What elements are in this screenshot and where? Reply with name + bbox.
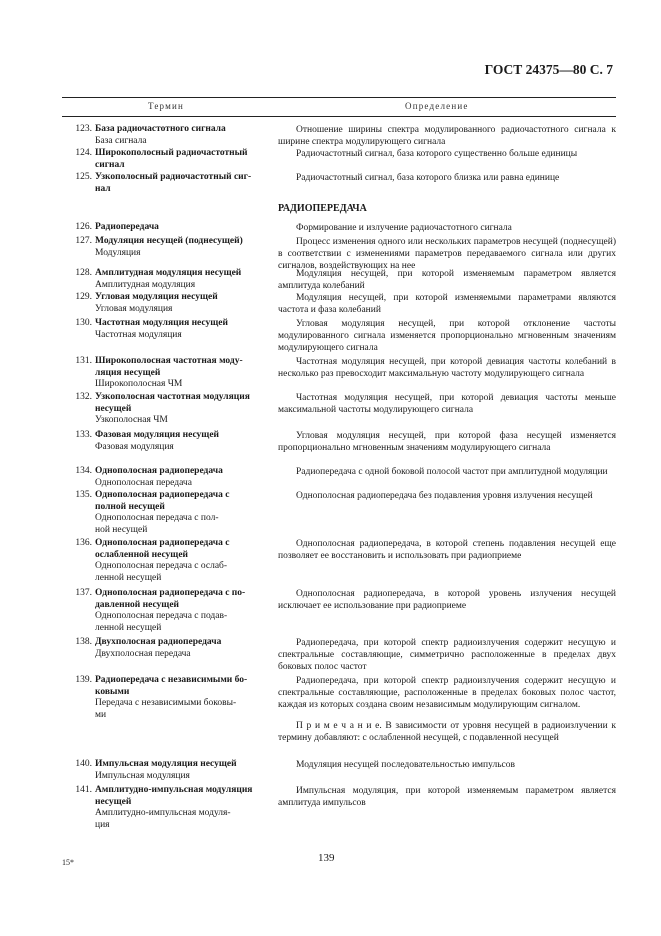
term-short-form: Передача с независимыми боковы- (95, 698, 237, 708)
term-name-line (62, 160, 262, 172)
term-cell (62, 292, 262, 315)
term-name-text: Модуляция несущей (поднесущей) (95, 236, 243, 246)
term-number: 125. (75, 172, 92, 182)
definition-cell: Угловая модуляция несущей, при которой фаза несущей изменяется пропорционально мгновенным значениям модулирующего сигнала (278, 431, 616, 453)
term-name-line (62, 675, 262, 687)
page-header: ГОСТ 24375—80 С. 7 (484, 62, 613, 77)
term-short-form: Узкополосная ЧМ (95, 415, 168, 425)
term-name-text: Однополосная радиопередача с по- (95, 588, 246, 598)
term-cell (62, 785, 262, 831)
definition-cell: Процесс изменения одного или нескольких параметров несущей (поднесущей) в соответствии с изменениями параметров передаваемого сигнала или других сигналов, воздействующих на нее (278, 237, 616, 271)
term-short-form: Однополосная передача (95, 477, 192, 488)
definition-cell: Модуляция несущей, при которой изменяемым параметром является амплитуда колебаний (278, 269, 616, 291)
term-name-text: Узкополосная частотная модуляция (95, 392, 250, 402)
term-number: 129. (75, 292, 92, 302)
term-name-line (62, 687, 262, 699)
term-cell (62, 588, 262, 634)
definition-cell: Однополосная радиопередача без подавления уровня излучения несущей (296, 491, 593, 501)
term-cell (62, 538, 262, 584)
term-name-line (62, 148, 262, 160)
term-short-form: Угловая модуляция (95, 303, 173, 314)
definition-cell: Частотная модуляция несущей, при которой девиация частоты колебаний в несколько раз превосходит максимальную частоту модулирующего сигнала (278, 357, 616, 379)
term-cell (62, 637, 262, 660)
section-title: РАДИОПЕРЕДАЧА (278, 203, 367, 214)
term-name-text: несущей (95, 796, 132, 807)
note (278, 720, 616, 744)
definition-cell: Радиопередача, при которой спектр радиоизлучения содержит несущую и спектральные составляющие, симметрично расположенные в пределах двух боковых полос частот (278, 638, 616, 672)
definition-cell: Радиопередача с одной боковой полосой частот при амплитудной модуляции (296, 467, 608, 477)
term-cell (62, 148, 262, 171)
term-name-text: Широкополосный радиочастотный (95, 148, 248, 158)
definition-cell: Однополосная радиопередача, в которой уровень излучения несущей исключает ее использование при радиоприеме (278, 589, 616, 611)
term-name-line (62, 404, 262, 416)
term-name-text: База радиочастотного сигнала (95, 124, 226, 134)
term-name-text: Фазовая модуляция несущей (95, 430, 220, 440)
term-name-line (62, 222, 262, 234)
term-name-text: Однополосная радиопередача (95, 466, 223, 476)
term-name-line (62, 490, 262, 502)
term-name-line (62, 356, 262, 368)
term-name-text: Импульсная модуляция несущей (95, 759, 237, 769)
term-name-text: Узкополосный радиочастотный сиг- (95, 172, 252, 182)
term-cell (62, 172, 262, 195)
term-name-line (62, 236, 262, 248)
term-name-text: полной несущей (95, 501, 165, 512)
term-name-text: Амплитудно-импульсная модуляция (95, 785, 253, 795)
term-cell (62, 675, 262, 721)
term-name-text: Угловая модуляция несущей (95, 292, 218, 302)
term-cell (62, 356, 262, 391)
term-cell (62, 759, 262, 782)
term-name-line (62, 268, 262, 280)
definition-cell: Частотная модуляция несущей, при которой девиация частоты меньше максимальной частоты модулирующего сигнала (278, 393, 616, 415)
term-short-form: Однополосная передача с подав- (95, 611, 228, 621)
term-number: 130. (75, 318, 92, 328)
term-name-line (62, 466, 262, 478)
term-name-text: ковыми (95, 686, 130, 697)
definition-cell: Радиочастотный сигнал, база которого близка или равна единице (296, 173, 560, 183)
term-name-text: Частотная модуляция несущей (95, 318, 228, 328)
page-number: 139 (318, 852, 335, 864)
term-name-text: ляция несущей (95, 367, 161, 378)
definition-cell: Радиочастотный сигнал, база которого существенно больше единицы (296, 149, 578, 159)
definition-cell: Формирование и излучение радиочастотного сигнала (296, 223, 512, 233)
term-number: 139. (75, 675, 92, 685)
term-short-form: Амплитудная модуляция (95, 279, 196, 290)
term-cell (62, 392, 262, 427)
term-name-text: несущей (95, 403, 132, 414)
term-short-form: Частотная модуляция (95, 329, 182, 340)
term-cell (62, 236, 262, 259)
definition-cell: Модуляция несущей, при которой изменяемыми параметрами являются частота и фаза колебаний (278, 293, 616, 315)
term-name-line (62, 430, 262, 442)
term-name-line (62, 124, 262, 136)
term-number: 135. (75, 490, 92, 500)
term-name-text: Радиопередача (95, 222, 159, 232)
term-name-line (62, 588, 262, 600)
term-name-text: Двухполосная радиопередача (95, 637, 222, 647)
term-short-form: ной несущей (95, 524, 148, 535)
term-name-line (62, 392, 262, 404)
term-name-text: давленной несущей (95, 599, 180, 610)
term-number: 123. (75, 124, 92, 134)
term-number: 128. (75, 268, 92, 278)
term-number: 137. (75, 588, 92, 598)
definition-cell: Угловая модуляция несущей, при которой отклонение частоты модулированного сигнала изменяется пропорционально мгновенным значениям модулирующего сигнала (278, 319, 616, 353)
term-short-form: Импульсная модуляция (95, 770, 190, 781)
term-cell (62, 222, 262, 234)
term-number: 140. (75, 759, 92, 769)
term-short-form: Однополосная передача с ослаб- (95, 561, 228, 571)
term-short-form: ми (95, 709, 107, 720)
term-cell (62, 490, 262, 536)
term-name-line (62, 184, 262, 196)
header-rule-bottom (62, 116, 616, 117)
term-short-form: Двухполосная передача (95, 648, 191, 659)
term-number: 127. (75, 236, 92, 246)
term-number: 134. (75, 466, 92, 476)
term-name-line (62, 785, 262, 797)
term-cell (62, 124, 262, 147)
note-text: В зависимости от уровня несущей в радиоизлучении к термину добавляют: с ослабленной несущей, с подавленной несущей (278, 721, 616, 743)
term-cell (62, 318, 262, 341)
term-name-line (62, 550, 262, 562)
term-short-form: Модуляция (95, 247, 141, 258)
term-name-line (62, 368, 262, 380)
term-name-text: нал (95, 183, 111, 194)
term-name-line (62, 538, 262, 550)
column-header-term: Термин (148, 101, 185, 111)
term-number: 133. (75, 430, 92, 440)
term-short-form: Однополосная передача с пол- (95, 513, 219, 523)
term-short-form: ленной несущей (95, 572, 162, 583)
term-number: 126. (75, 222, 92, 232)
term-name-text: Однополосная радиопередача с (95, 538, 230, 548)
term-number: 136. (75, 538, 92, 548)
definition-cell: Однополосная радиопередача, в которой степень подавления несущей еще позволяет ее восстановить и использовать при радиоприеме (278, 539, 616, 561)
term-cell (62, 430, 262, 453)
term-cell (62, 466, 262, 489)
term-name-line (62, 502, 262, 514)
term-name-line (62, 797, 262, 809)
term-name-line (62, 172, 262, 184)
term-number: 131. (75, 356, 92, 366)
term-name-text: Широкополосная частотная моду- (95, 356, 243, 366)
term-short-form: ция (95, 819, 110, 830)
term-short-form: Амплитудно-импульсная модуля- (95, 808, 231, 818)
term-name-text: сигнал (95, 159, 125, 170)
definition-cell: Радиопередача, при которой спектр радиоизлучения содержит несущую и спектральные составляющие, расположенные в пределах боковых полос частот, каждая из которых создана своим независимым модулирующим сигналом. (278, 676, 616, 710)
term-number: 132. (75, 392, 92, 402)
term-short-form: База сигнала (95, 135, 147, 146)
term-name-line (62, 759, 262, 771)
term-name-line (62, 318, 262, 330)
column-header-definition: Определение (405, 101, 469, 111)
term-name-text: ослабленной несущей (95, 549, 189, 560)
note-label: П р и м е ч а н и е. (296, 721, 382, 731)
term-short-form: Фазовая модуляция (95, 441, 174, 452)
term-short-form: Широкополосная ЧМ (95, 379, 183, 389)
term-name-text: Радиопередача с независимыми бо- (95, 675, 248, 685)
term-number: 124. (75, 148, 92, 158)
term-number: 141. (75, 785, 92, 795)
header-rule-top (62, 97, 616, 98)
term-name-line (62, 600, 262, 612)
term-name-line (62, 292, 262, 304)
term-cell (62, 268, 262, 291)
term-name-text: Амплитудная модуляция несущей (95, 268, 242, 278)
footer-signature: 15* (62, 858, 74, 867)
term-short-form: ленной несущей (95, 622, 162, 633)
definition-cell: Модуляция несущей последовательностью импульсов (296, 760, 516, 770)
term-number: 138. (75, 637, 92, 647)
term-name-line (62, 637, 262, 649)
definition-cell: Отношение ширины спектра модулированного радиочастотного сигнала к ширине спектра модулирующего сигнала (278, 125, 616, 147)
term-name-text: Однополосная радиопередача с (95, 490, 230, 500)
definition-cell: Импульсная модуляция, при которой изменяемым параметром является амплитуда импульсов (278, 786, 616, 808)
